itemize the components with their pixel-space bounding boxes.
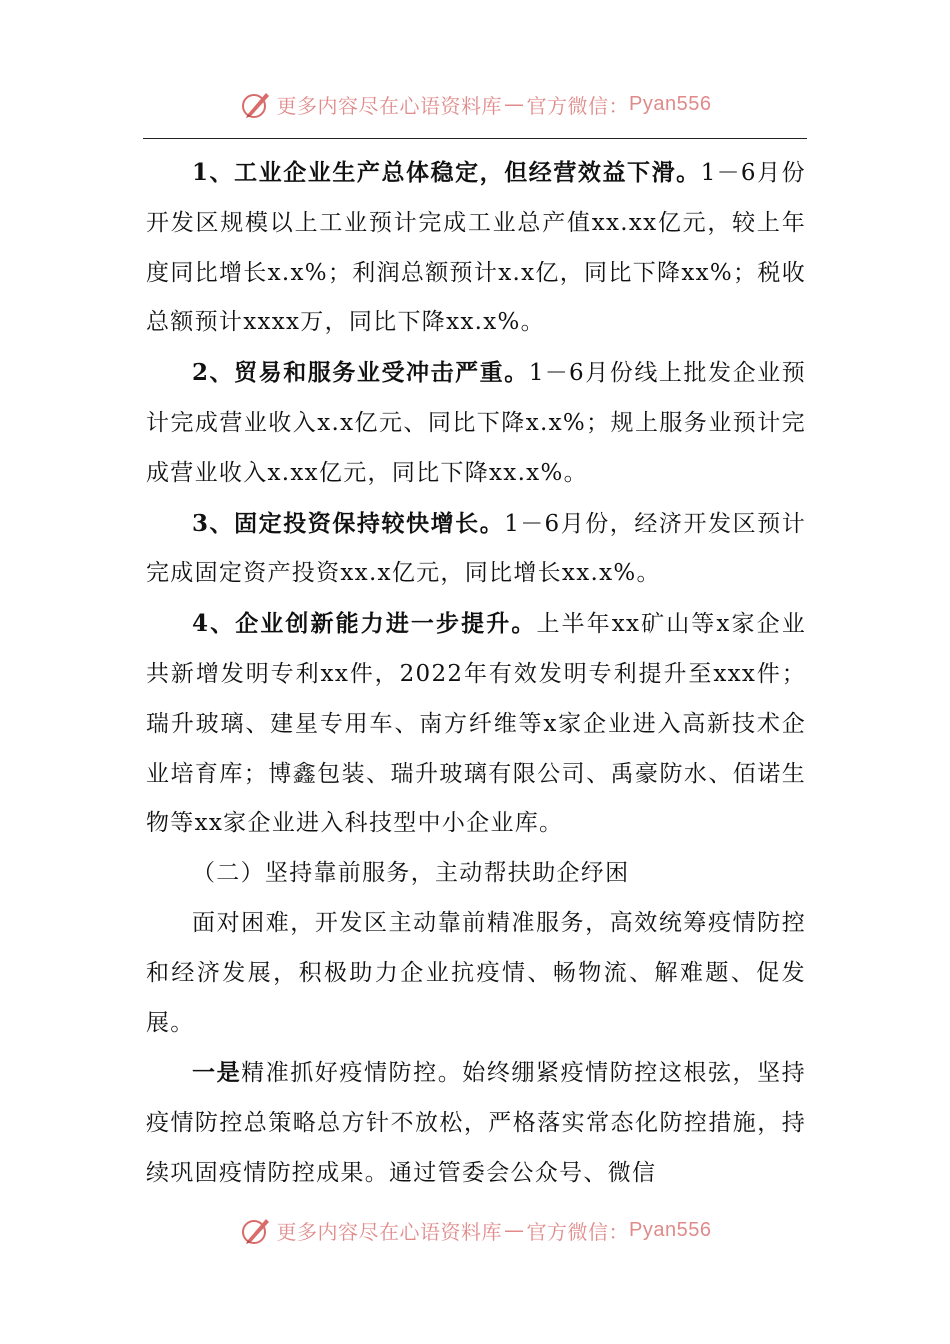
watermark-wechat-label: 官方微信： (526, 93, 630, 118)
paragraph-text: 1－6月份开发区规模以上工业预计完成工业总产值xx.xx亿元，较上年度同比增长x.x%；利润总额预计x.x亿，同比下降xx%；税收总额预计xxxx万，同比下降xx.x%。 (146, 160, 806, 336)
paragraph-text: 1－6月份线上批发企业预计完成营业收入x.x亿元、同比下降x.x%；规上服务业预计完成营业收入x.xx亿元，同比下降xx.x%。 (146, 360, 806, 486)
paragraph-overview (146, 899, 806, 1048)
paragraph-trade (146, 348, 806, 498)
paragraph-industry (146, 148, 806, 348)
watermark-text: 更多内容尽在心语资料库 (276, 93, 503, 118)
document-body (146, 148, 806, 1199)
watermark-text: 更多内容尽在心语资料库 (276, 1219, 503, 1244)
paragraph-innovation (146, 599, 806, 849)
paragraph-lead: 一是 (192, 1059, 242, 1087)
paragraph-lead: 4、企业创新能力进一步提升。 (192, 610, 537, 638)
pen-logo-icon (239, 1213, 273, 1247)
paragraph-text: 精准抓好疫情防控。始终绷紧疫情防控这根弦，坚持疫情防控总策略总方针不放松，严格落实常态化防控措施，持续巩固疫情防控成果。通过管委会公众号、微信 (146, 1060, 806, 1186)
watermark-separator: — (504, 92, 525, 116)
watermark-wechat-id: Pyan556 (629, 92, 712, 115)
paragraph-text: 面对困难，开发区主动靠前精准服务，高效统筹疫情防控和经济发展，积极助力企业抗疫情、畅物流、解难题、促发展。 (146, 909, 806, 1036)
watermark-separator: — (504, 1218, 525, 1242)
pen-logo-icon (239, 87, 273, 121)
watermark-footer (0, 1210, 950, 1250)
section-heading (146, 849, 806, 899)
watermark-wechat-id: Pyan556 (629, 1218, 712, 1241)
paragraph-epidemic (146, 1048, 806, 1198)
paragraph-lead: 2、贸易和服务业受冲击严重。 (192, 359, 529, 387)
paragraph-investment (146, 499, 806, 600)
paragraph-text: 1－6月份，经济开发区预计完成固定资产投资xx.x亿元，同比增长xx.x%。 (146, 510, 807, 587)
section-heading-text: （二）坚持靠前服务，主动帮扶助企纾困 (192, 860, 630, 887)
watermark-wechat-label: 官方微信： (526, 1219, 630, 1244)
paragraph-lead: 3、固定投资保持较快增长。 (192, 509, 505, 537)
paragraph-text: 上半年xx矿山等x家企业共新增发明专利xx件，2022年有效发明专利提升至xxx件；瑞升玻璃、建星专用车、南方纤维等x家企业进入高新技术企业培育库；博鑫包装、瑞升玻璃有限公司、禹豪防水、佰诺生物等xx家企业进入科技型中小企业库。 (146, 611, 806, 837)
paragraph-lead: 1、工业企业生产总体稳定，但经营效益下滑。 (192, 159, 701, 186)
watermark-header (0, 84, 950, 124)
header-rule (143, 138, 807, 139)
